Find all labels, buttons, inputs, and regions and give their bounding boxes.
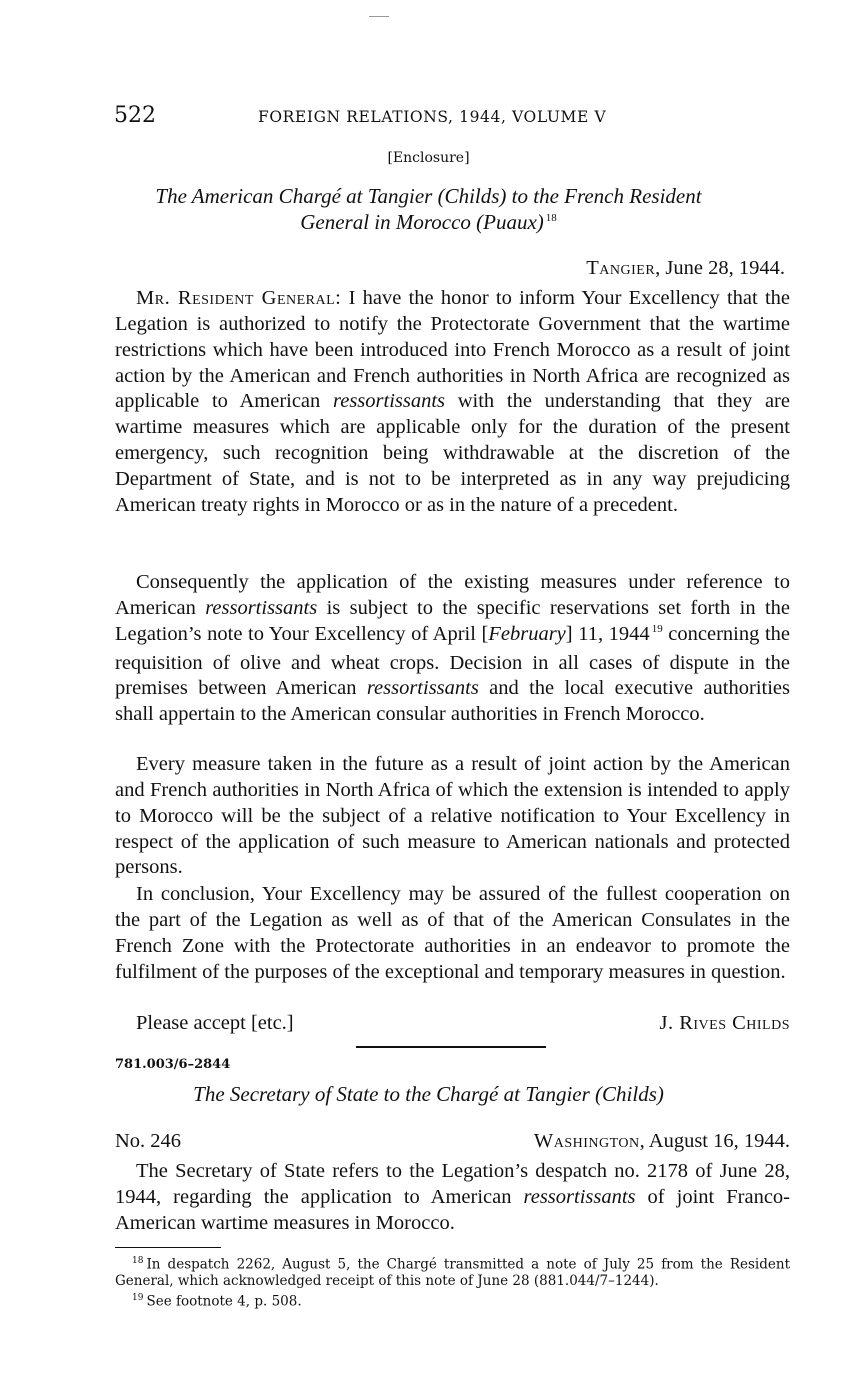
section-divider [356, 1046, 546, 1048]
footnote-rule [115, 1247, 221, 1248]
enclosure-dateline [586, 257, 785, 280]
text-run: Consequently the application of the existing measures under reference to American [115, 571, 790, 619]
footnotes [115, 1253, 790, 1310]
enclosure-paragraph-1 [115, 286, 790, 519]
enclosure-title-line2-wrap [0, 209, 857, 239]
footnote-text: See footnote 4, p. 508. [146, 1293, 302, 1309]
footnote-mark: 19 [132, 1292, 144, 1303]
signature: J. Rives Childs [659, 1012, 790, 1034]
text-run: concerning the requisition of olive and wheat crops. Decision in all cases of dispute in the premises between American [115, 622, 790, 700]
enclosure-title [0, 183, 857, 239]
running-head: FOREIGN RELATIONS, 1944, VOLUME V [258, 108, 607, 126]
page-number: 522 [114, 103, 156, 128]
dateline-date: , June 28, 1944. [655, 257, 785, 279]
text-run: is subject to the specific reservations set forth in the Legation’s note to Your Excellency of April [ [115, 596, 790, 645]
footnote-ref-19: 19 [651, 622, 663, 635]
italic-run: ressortissants [333, 390, 446, 413]
text-run: I have the honor to inform Your Excellency that the Legation is authorized to notify the Protectorate Government that the wartime restrictions which have been introduced into French Morocco as a result of joint action by the American and French authorities in North Africa are recognized as applicable to American [115, 287, 790, 413]
text-run: with the understanding that they are wartime measures which are applicable only for the duration of the present emergency, such recognition being withdrawable at the discretion of the Department of State, and is not to be interpreted as in any way prejudicing American treaty rights in Morocco or as in the nature of a precedent. [115, 390, 790, 516]
enclosure-label: [Enclosure] [387, 150, 470, 166]
dateline-date: , August 16, 1944. [639, 1130, 790, 1152]
text-run: and the local executive authorities shall appertain to the American consular authorities in French Morocco. [115, 677, 790, 726]
enclosure-paragraph-4: In conclusion, Your Excellency may be assured of the fullest cooperation on the part of the Legation as well as of that of the American Consulates in the French Zone with the Protectorate authorities in an endeavor to promote the fulfilment of the purposes of the exceptional and temporary measures in question. [115, 883, 790, 983]
scan-mark [369, 16, 389, 17]
footnote-mark: 18 [132, 1256, 144, 1266]
enclosure-paragraph-2 [115, 570, 790, 728]
file-number: 781.003/6–2844 [115, 1057, 231, 1072]
italic-run: February [488, 622, 566, 645]
text-run: ] 11, 1944 [565, 622, 650, 645]
document2-paragraph [115, 1159, 790, 1237]
page-header [114, 103, 790, 133]
footnote-18 [115, 1253, 790, 1290]
text-run: The Secretary of State refers to the Legation’s despatch no. 2178 of June 28, 1944, regarding the application to American [115, 1160, 790, 1208]
closing: Please accept [etc.] [136, 1012, 294, 1034]
italic-run: ressortissants [366, 677, 479, 700]
document2-dateline [534, 1130, 790, 1153]
dateline-place: Tangier [586, 257, 656, 279]
enclosure-title-line2: General in Morocco (Puaux) [300, 210, 544, 234]
salutation: Mr. Resident General: [136, 287, 342, 309]
enclosure-title-line1: The American Chargé at Tangier (Childs) to the French Resident [155, 184, 702, 208]
enclosure-paragraph-3: Every measure taken in the future as a result of joint action by the American and French authorities in North Africa of which the extension is intended to apply to Morocco will be the subject of a relative notification to Your Excellency in respect of the application of such measure to American nationals and protected persons. [115, 753, 790, 879]
italic-run: ressortissants [205, 596, 318, 619]
footnote-text: In despatch 2262, August 5, the Chargé transmitted a note of July 25 from the Resident General, which acknowledged receipt of this note of June 28 (881.044/7–1244). [115, 1256, 790, 1289]
italic-run: ressortissants [523, 1185, 636, 1208]
document-number: No. 246 [115, 1130, 182, 1152]
footnote-ref-18: 18 [545, 212, 557, 224]
text-run: of joint Franco-American wartime measures in Morocco. [115, 1185, 790, 1234]
document2-title: The Secretary of State to the Chargé at Tangier (Childs) [193, 1082, 664, 1106]
footnote-19 [115, 1290, 790, 1310]
dateline-place: Washington [533, 1130, 640, 1152]
